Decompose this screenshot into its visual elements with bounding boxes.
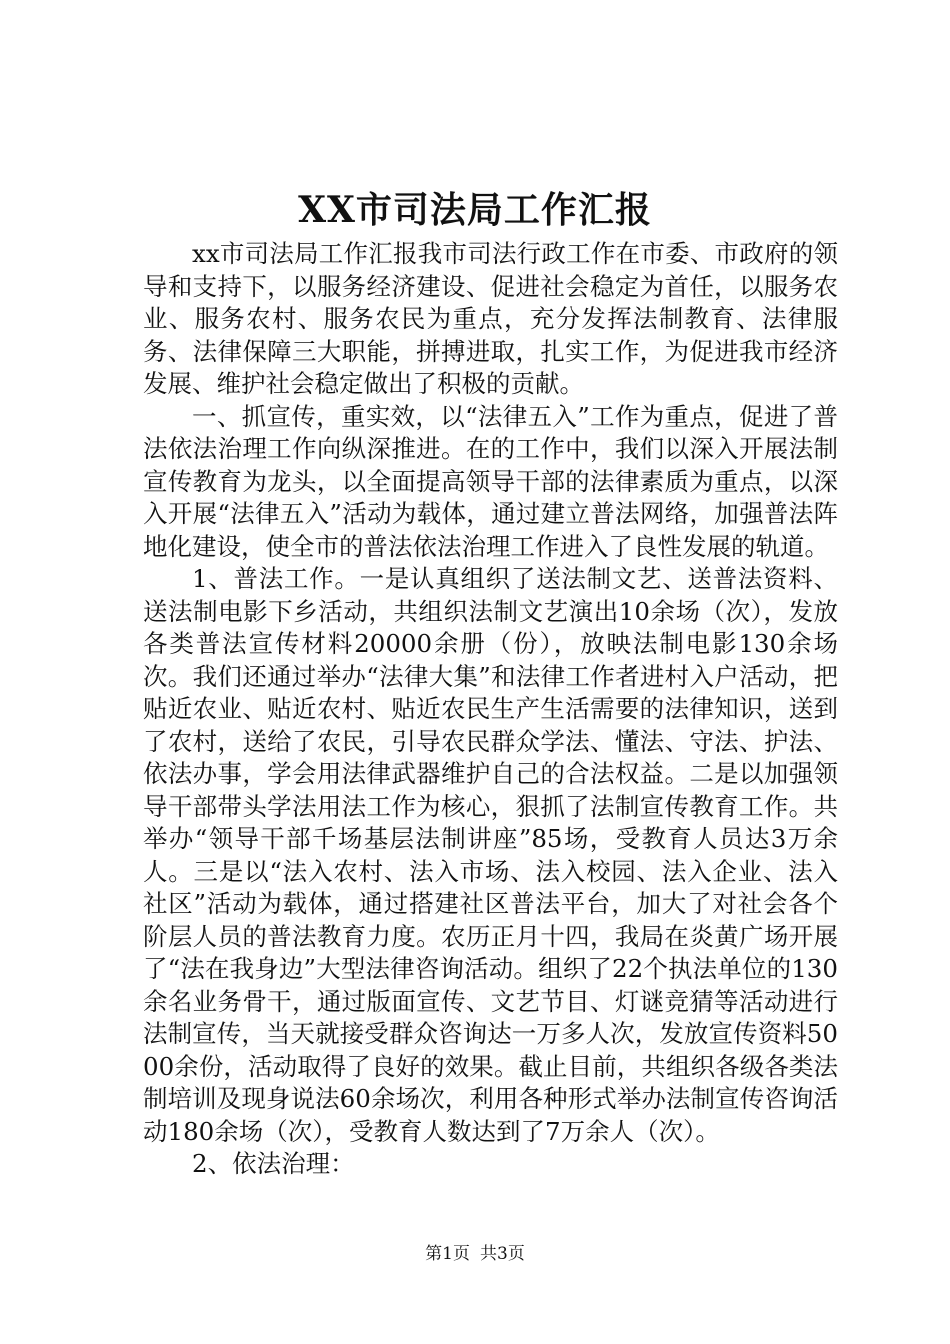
page-number: 第1页 — [425, 1244, 470, 1264]
paragraph-intro: xx市司法局工作汇报我市司法行政工作在市委、市政府的领导和支持下，以服务经济建设、促进社会稳定为首任，以服务农业、服务农村、服务农民为重点，充分发挥法制教育、法律服务、法律保障三大职能，拼搏进取，扎实工作，为促进我市经济发展、维护社会稳定做出了积极的贡献。 — [143, 239, 838, 398]
page-footer — [0, 1242, 950, 1266]
paragraph-section-1: 一、抓宣传，重实效，以“法律五入”工作为重点，促进了普法依法治理工作向纵深推进。在的工作中，我们以深入开展法制宣传教育为龙头，以全面提高领导干部的法律素质为重点，以深入开展“法律五入”活动为载体，通过建立普法网络，加强普法阵地化建设，使全市的普法依法治理工作进入了良性发展的轨道。 — [143, 401, 838, 561]
paragraph-legal-education: 1、普法工作。一是认真组织了送法制文艺、送普法资料、送法制电影下乡活动，共组织法制文艺演出10余场（次），发放各类普法宣传材料20000余册（份），放映法制电影130余场次。我们还通过举办“法律大集”和法律工作者进村入户活动，把贴近农业、贴近农村、贴近农民生产生活需要的法律知识，送到了农村，送给了农民，引导农民群众学法、懂法、守法、护法、依法办事，学会用法律武器维护自己的合法权益。二是以加强领导干部带头学法用法工作为核心，狠抓了法制宣传教育工作。共举办“领导干部千场基层法制讲座”85场，受教育人员达3万余人。三是以“法入农村、法入市场、法入校园、法入企业、法入社区”活动为载体，通过搭建社区普法平台，加大了对社会各个阶层人员的普法教育力度。农历正月十四，我局在炎黄广场开展了“法在我身边”大型法律咨询活动。组织了22个执法单位的130余名业务骨干，通过版面宣传、文艺节目、灯谜竞猜等活动进行法制宣传，当天就接受群众咨询达一万多人次，发放宣传资料5000余份，活动取得了良好的效果。截止目前，共组织各级各类法制培训及现身说法60余场次，利用各种形式举办法制宣传咨询活动180余场（次），受教育人数达到了7万余人（次）。 — [143, 564, 838, 1146]
paragraph-governance-heading: 2、依法治理： — [192, 1149, 355, 1178]
document-title: XX市司法局工作汇报 — [298, 189, 652, 231]
page-total: 共3页 — [480, 1244, 525, 1264]
document-body — [143, 238, 838, 1181]
